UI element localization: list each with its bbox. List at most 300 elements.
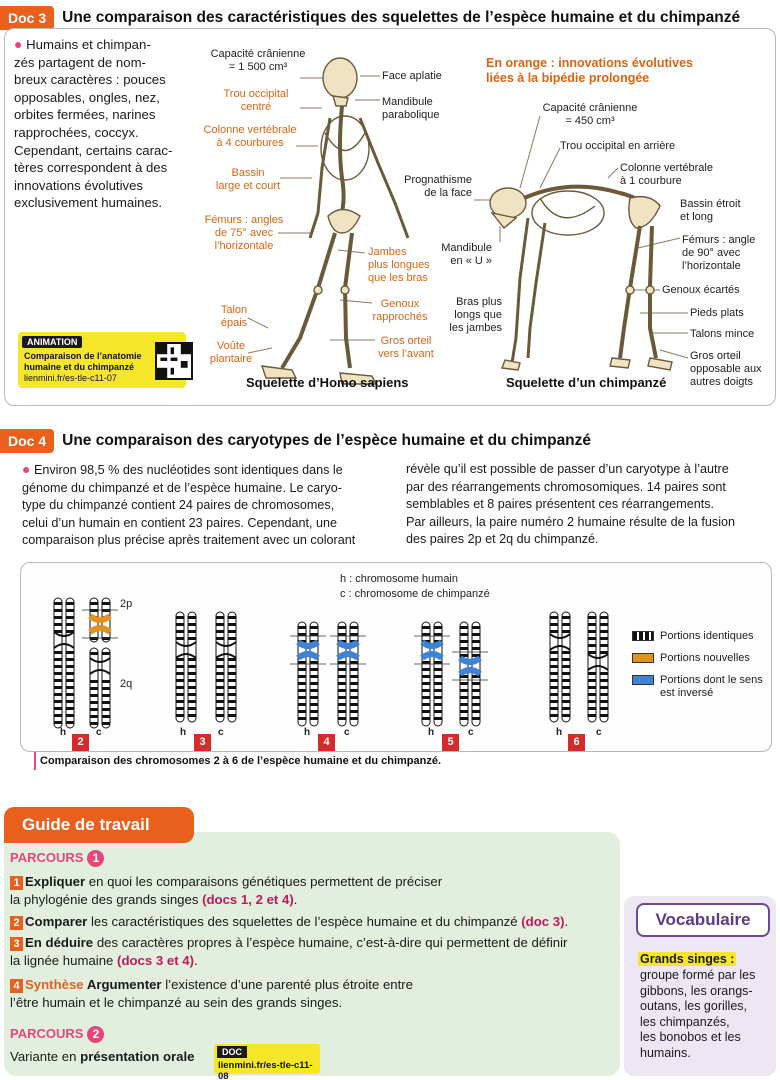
chromosome-band [550,693,558,696]
chromosome-band [102,602,110,605]
chromosome-band [66,665,74,668]
chromosome-band [66,686,74,689]
chromosome-band [66,693,74,696]
chromosome-band [310,668,318,671]
chromosome-band [66,672,74,675]
chromosome-band [216,672,224,675]
chromosome-band [562,700,570,703]
chromosome-band [90,687,98,690]
pair-number: 2 [72,734,89,751]
chromosome-band [460,710,468,713]
chromosome [588,612,608,722]
chromosome-band [188,693,196,696]
chromosome-band [550,630,558,633]
legend-swatch-new [632,653,654,663]
chromosome-band [422,633,430,636]
chromosome-band [472,640,480,643]
task-4: 4 Synthèse Argumenter l’existence d’une parenté plus étroite entre l’être humain et le chimpanzé au sein des grands singes. [10,977,414,1010]
chromosome-band [188,686,196,689]
chromosome-band [176,658,184,661]
chromosome-band [176,714,184,717]
chromosome-band [562,672,570,675]
label-chimp-occipital: Trou occipital en arrière [560,140,676,152]
chromosome [330,622,366,726]
chromosome-band [188,672,196,675]
chromosome-band [588,679,596,682]
task-1: 1 Expliquer en quoi les comparaisons génétiques permettent de préciser la phylogénie des grands singes (docs 1, 2 et 4). [10,874,443,907]
chromosome-band [298,675,306,678]
chromosome-band [216,693,224,696]
chromosome-band [338,689,346,692]
chromosome-band [600,686,608,689]
chromosome-band [102,652,110,655]
label-human-skull: Capacité crânienne = 1 500 cm³ [210,48,306,73]
label-human-arch: Voûte plantaire [209,340,253,365]
chromosome-band [54,686,62,689]
chromosome-band [472,647,480,650]
chromosome-band [588,630,596,633]
chromosome-band [434,703,442,706]
label-h: h [60,727,67,738]
chromosome-band [54,623,62,626]
label-h: h [556,727,563,738]
chromosome-band [434,682,442,685]
chromosome-band [176,637,184,640]
chromosome-band [434,689,442,692]
chromosome-band [228,700,236,703]
chromosome-band [350,696,358,699]
chromosome-band [298,682,306,685]
label-h: h [428,727,435,738]
pair-number: 4 [318,734,335,751]
label-chimp-toe: Gros orteil opposable aux autres doigts [690,350,762,388]
chromosome-band [422,675,430,678]
chromosome-band [228,658,236,661]
pair-number: 6 [568,734,585,751]
chromosome-band [350,703,358,706]
doc4-col2: révèle qu’il est possible de passer d’un caryotype à l’autre par des réarrangements chromosomiques. 14 paires sont semblables et 8 paires présentent ces réarrangements. Par ailleurs, la paire numéro 2 humaine résulte de la fusion des paires 2p et 2q du chimpanzé. [406,462,736,547]
chromosome-band [176,707,184,710]
chromosome-band [350,675,358,678]
label-c: c [96,727,102,738]
doc3-intro: ● Humains et chimpan- zés partagent de nom- breux caractères : pouces opposables, ongles, nez, orbites fermées, narines rapprochées, coccyx. Cependant, certains carac- tères correspondent à des innovations évolutives exclusivement humaines. [14,36,173,211]
chromosome-band [588,700,596,703]
chromosome-band [216,658,224,661]
chromosome-band [338,661,346,664]
chromosome-band [588,651,596,654]
chromosome-band [298,710,306,713]
chromosome-band [176,623,184,626]
chromosome-band [460,647,468,650]
chromosome-band [434,710,442,713]
chromosome-band [434,675,442,678]
doc3-title: Une comparaison des caractéristiques des squelettes de l’espèce humaine et du chimpanzé [62,9,741,26]
chromosome-band [310,626,318,629]
chromosome-band [176,630,184,633]
chromosome-band [228,686,236,689]
chromosome [90,648,110,728]
chromosome-band [176,700,184,703]
chromosome-band [422,703,430,706]
legend-swatch-inverted [632,675,654,685]
animation-box[interactable] [18,332,186,388]
chromosome-band [228,707,236,710]
chromosome-band [550,714,558,717]
label-human-spine: Colonne vertébrale à 4 courbures [203,124,297,149]
chromosome-band [338,682,346,685]
chromosome-band [350,668,358,671]
chromosome-band [188,714,196,717]
label-human-toe: Gros orteil vers l’avant [378,335,434,360]
label-chimp-femur: Fémurs : angle de 90° avec l’horizontale [682,234,756,272]
chromosome [176,612,196,722]
chromosome-band [600,700,608,703]
chromosome-band [228,672,236,675]
label-chimp-knees: Genoux écartés [662,284,740,296]
chromosome-band [228,616,236,619]
chromosome-band [550,707,558,710]
chromosome-band [176,693,184,696]
chromosome-band [66,602,74,605]
label-chimp-arms: Bras plus longs que les jambes [449,296,502,334]
label-2q: 2q [120,678,133,690]
guide-title: Guide de travail [4,807,194,843]
chromosome-band [66,658,74,661]
chromosome-band [216,686,224,689]
chromosome-band [600,651,608,654]
chromosome-band [562,714,570,717]
chromosome-band [176,686,184,689]
chromosome-band [54,616,62,619]
chromosome-band [350,682,358,685]
chromosome-band [188,658,196,661]
chromosome-band [588,637,596,640]
chromosome-band [102,694,110,697]
doc4-tag: Doc 4 [0,429,54,453]
chromosome-band [562,665,570,668]
chromosome-band [472,682,480,685]
chromosome-band [600,623,608,626]
chromosome-band [350,633,358,636]
chromosome-band [600,630,608,633]
chromosome-band [228,679,236,682]
chromosome-band [216,665,224,668]
chromosome-band [472,633,480,636]
doc4-header [0,427,591,455]
chromosome-band [422,710,430,713]
caption-human: Squelette d’Homo sapiens [246,375,409,390]
chromosome-band [90,701,98,704]
chromosome-band [310,633,318,636]
parcours-1: PARCOURS 1 [10,850,104,867]
chromosome-band [422,668,430,671]
doc-link-tag: DOC [217,1046,247,1058]
chromosome-band [472,717,480,720]
chromosome-band [298,696,306,699]
chromosome-band [90,637,98,640]
chromosome-band [472,696,480,699]
chromosome-band [350,717,358,720]
chromosome-band [228,714,236,717]
variant-oral: Variante en présentation orale [10,1049,195,1064]
chromosome [452,622,488,726]
chromosome-band [216,707,224,710]
chromosome-band [54,672,62,675]
chromosome-band [310,682,318,685]
chromosome-band [600,714,608,717]
chromosome-band [550,700,558,703]
legend-inverted: Portions dont le sens est inversé [660,674,763,699]
chromosome-band [66,700,74,703]
chimp-skeleton [490,187,672,370]
chromosome-band [298,661,306,664]
label-h: h [304,727,311,738]
label-c: c [468,727,474,738]
chromosome-band [310,661,318,664]
label-chimp-feet: Pieds plats [690,307,744,319]
doc-link-box[interactable] [214,1044,320,1080]
chromosome-band [102,609,110,612]
chromosome-band [216,616,224,619]
chromosome-band [54,679,62,682]
label-chimp-heels: Talons mince [690,328,755,340]
bullet-icon: ● [14,36,23,52]
chromosome-band [550,679,558,682]
chromosome-band [472,703,480,706]
chromosome-band [310,696,318,699]
chromosome-band [188,700,196,703]
chromosome-band [90,722,98,725]
chromosome-band [216,679,224,682]
chromosome-band [310,717,318,720]
chromosome-band [310,703,318,706]
chromosome-band [588,686,596,689]
chromosome-band [54,707,62,710]
label-c: c [344,727,350,738]
chromosome-band [216,630,224,633]
chromosome-band [460,717,468,720]
chromosome-band [188,707,196,710]
chromosome-band [472,626,480,629]
label-human-face: Face aplatie [382,70,442,82]
chromosome-band [310,675,318,678]
doc-link-url[interactable]: lienmini.fr/es-tle-c11-08 [218,1060,313,1080]
doc3-tag: Doc 3 [0,6,54,30]
chromosome-band [338,717,346,720]
chromosome-band [460,626,468,629]
chromosome-band [550,665,558,668]
chromosome-band [562,686,570,689]
chromosome-band [550,658,558,661]
chromosome-band [90,680,98,683]
chromosome-band [66,616,74,619]
chromosome-band [102,708,110,711]
chromosome-band [562,707,570,710]
chromosome-band [298,703,306,706]
chromosome-band [176,665,184,668]
chromosome-band [350,661,358,664]
label-c: c [218,727,224,738]
chromosome-band [188,665,196,668]
chromosome-band [434,626,442,629]
task-3: 3 En déduire des caractères propres à l’espèce humaine, c’est-à-dire qui permettent de définir la lignée humaine (docs 3 et 4). [10,935,568,968]
chromosome-band [600,644,608,647]
chromosome-band [66,707,74,710]
chromosome-band [562,693,570,696]
chromosome-band [66,714,74,717]
task-2: 2 Comparer les caractéristiques des squelettes de l’espèce humaine et du chimpanzé (doc 3). [10,913,620,931]
chromosome-band [460,640,468,643]
chromosome-band [66,679,74,682]
chromosome-band [176,672,184,675]
label-human-femur: Fémurs : angles de 75° avec l’horizontale [204,214,284,252]
chromosome-band [562,616,570,619]
chromosome-band [90,715,98,718]
chromosome-band [228,623,236,626]
vocab-definition: groupe formé par les gibbons, les orangs- outans, les gorilles, les chimpanzés, les bonobos et les humains. [640,968,756,1060]
chromosome-band [298,668,306,671]
label-human-pelvis: Bassin large et court [215,167,281,192]
chromosome-band [298,717,306,720]
chromosome-band [102,637,110,640]
chromosome-band [588,707,596,710]
chromosome-band [298,626,306,629]
chromosome-band [228,693,236,696]
chromosome-band [550,616,558,619]
chromosome [216,612,236,722]
label-chimp-prognathism: Prognathisme de la face [404,174,472,199]
chromosome-band [460,703,468,706]
doc4-title: Une comparaison des caryotypes de l’espèce humaine et du chimpanzé [62,432,592,449]
chromosome-band [422,717,430,720]
pair-number: 5 [442,734,459,751]
chromosome-band [66,651,74,654]
chromosome-band [588,672,596,675]
chromosome-band [338,710,346,713]
label-human-knees: Genoux rapprochés [372,298,428,323]
karyotype-caption: Comparaison des chromosomes 2 à 6 de l’espèce humaine et du chimpanzé. [40,755,442,767]
key-human: h : chromosome humain [340,573,458,585]
chromosome-band [562,630,570,633]
chromosome-band [422,661,430,664]
chromosome-band [216,623,224,626]
chromosome-band [102,680,110,683]
chromosome-band [600,637,608,640]
chromosome-band [460,682,468,685]
chromosome-band [338,668,346,671]
chromosome-band [550,686,558,689]
chromosome-band [422,696,430,699]
label-chimp-spine: Colonne vertébrale à 1 courbure [620,162,713,187]
chromosome-band [66,609,74,612]
chromosome-band [422,682,430,685]
chromosome-band [54,721,62,724]
chromosome-band [90,609,98,612]
key-chimp: c : chromosome de chimpanzé [340,588,490,600]
chromosome-band [188,623,196,626]
legend-swatch-identical [632,631,654,641]
chromosome-band [90,708,98,711]
chromosome-band [228,637,236,640]
chromosome-band [54,700,62,703]
chromosome-band [54,651,62,654]
chromosome-band [460,633,468,636]
vocab-title: Vocabulaire [636,903,770,937]
parcours-2: PARCOURS 2 [10,1026,104,1043]
animation-text: Comparaison de l’anatomie humaine et du chimpanzé lienmini.fr/es-tle-c11-07 [24,351,142,383]
chromosome-band [600,693,608,696]
chromosome-band [472,710,480,713]
chromosome-band [600,707,608,710]
chromosome [550,612,570,722]
chromosome-band [600,616,608,619]
chromosome-band [216,700,224,703]
chromosome-band [550,651,558,654]
chromosome-band [460,696,468,699]
chromosome-band [600,672,608,675]
label-2p: 2p [120,598,133,610]
chromosome-band [102,722,110,725]
chromosome-band [54,665,62,668]
orange-note: En orange : innovations évolutives liées à la bipédie prolongée [486,56,693,85]
label-human-heel: Talon épais [220,304,248,329]
chromosome-band [54,602,62,605]
chromosome-band [434,668,442,671]
chromosome-band [588,714,596,717]
bullet-icon: ● [22,461,31,477]
label-chimp-skull: Capacité crânienne = 450 cm³ [542,102,638,127]
chromosome-band [588,644,596,647]
chromosome-band [228,630,236,633]
chromosome [290,622,326,726]
chromosome-band [588,623,596,626]
chromosome-band [54,693,62,696]
caption-bar [34,752,36,770]
chromosome-band [434,633,442,636]
chromosome-band [434,696,442,699]
qr-code-icon[interactable] [155,342,193,380]
chromosome-band [102,701,110,704]
chromosome-band [102,715,110,718]
vocab-term: Grands singes : [640,952,735,966]
chromosome-band [434,717,442,720]
chromosome-band [216,714,224,717]
chromosome-band [338,626,346,629]
chromosome-band [562,679,570,682]
animation-tag: ANIMATION [22,336,82,348]
chromosome-band [422,626,430,629]
legend-new: Portions nouvelles [660,652,750,664]
label-human-occipital: Trou occipital centré [223,88,289,113]
doc4-col1: ● Environ 98,5 % des nucléotides sont identiques dans le génome du chimpanzé et de l’espèce humaine. Le caryo- type du chimpanzé contient 24 paires de chromosomes, celui d’un humain en contient 23 paires. Cependant, une comparaison plus précise après traitement avec un colorant [22,461,356,548]
chromosome-band [550,672,558,675]
chromosome-band [562,658,570,661]
chromosome-band [600,679,608,682]
chromosome-band [434,661,442,664]
chromosome [82,598,118,642]
chromosome-band [228,665,236,668]
chromosome-band [350,689,358,692]
chromosome-band [90,694,98,697]
chromosome-band [298,689,306,692]
caption-chimp: Squelette d’un chimpanzé [506,375,667,390]
chromosome-band [562,623,570,626]
chromosome-band [176,679,184,682]
chromosome-band [102,687,110,690]
chromosome [414,622,450,726]
label-chimp-pelvis: Bassin étroit et long [680,198,741,223]
chromosome-band [90,652,98,655]
